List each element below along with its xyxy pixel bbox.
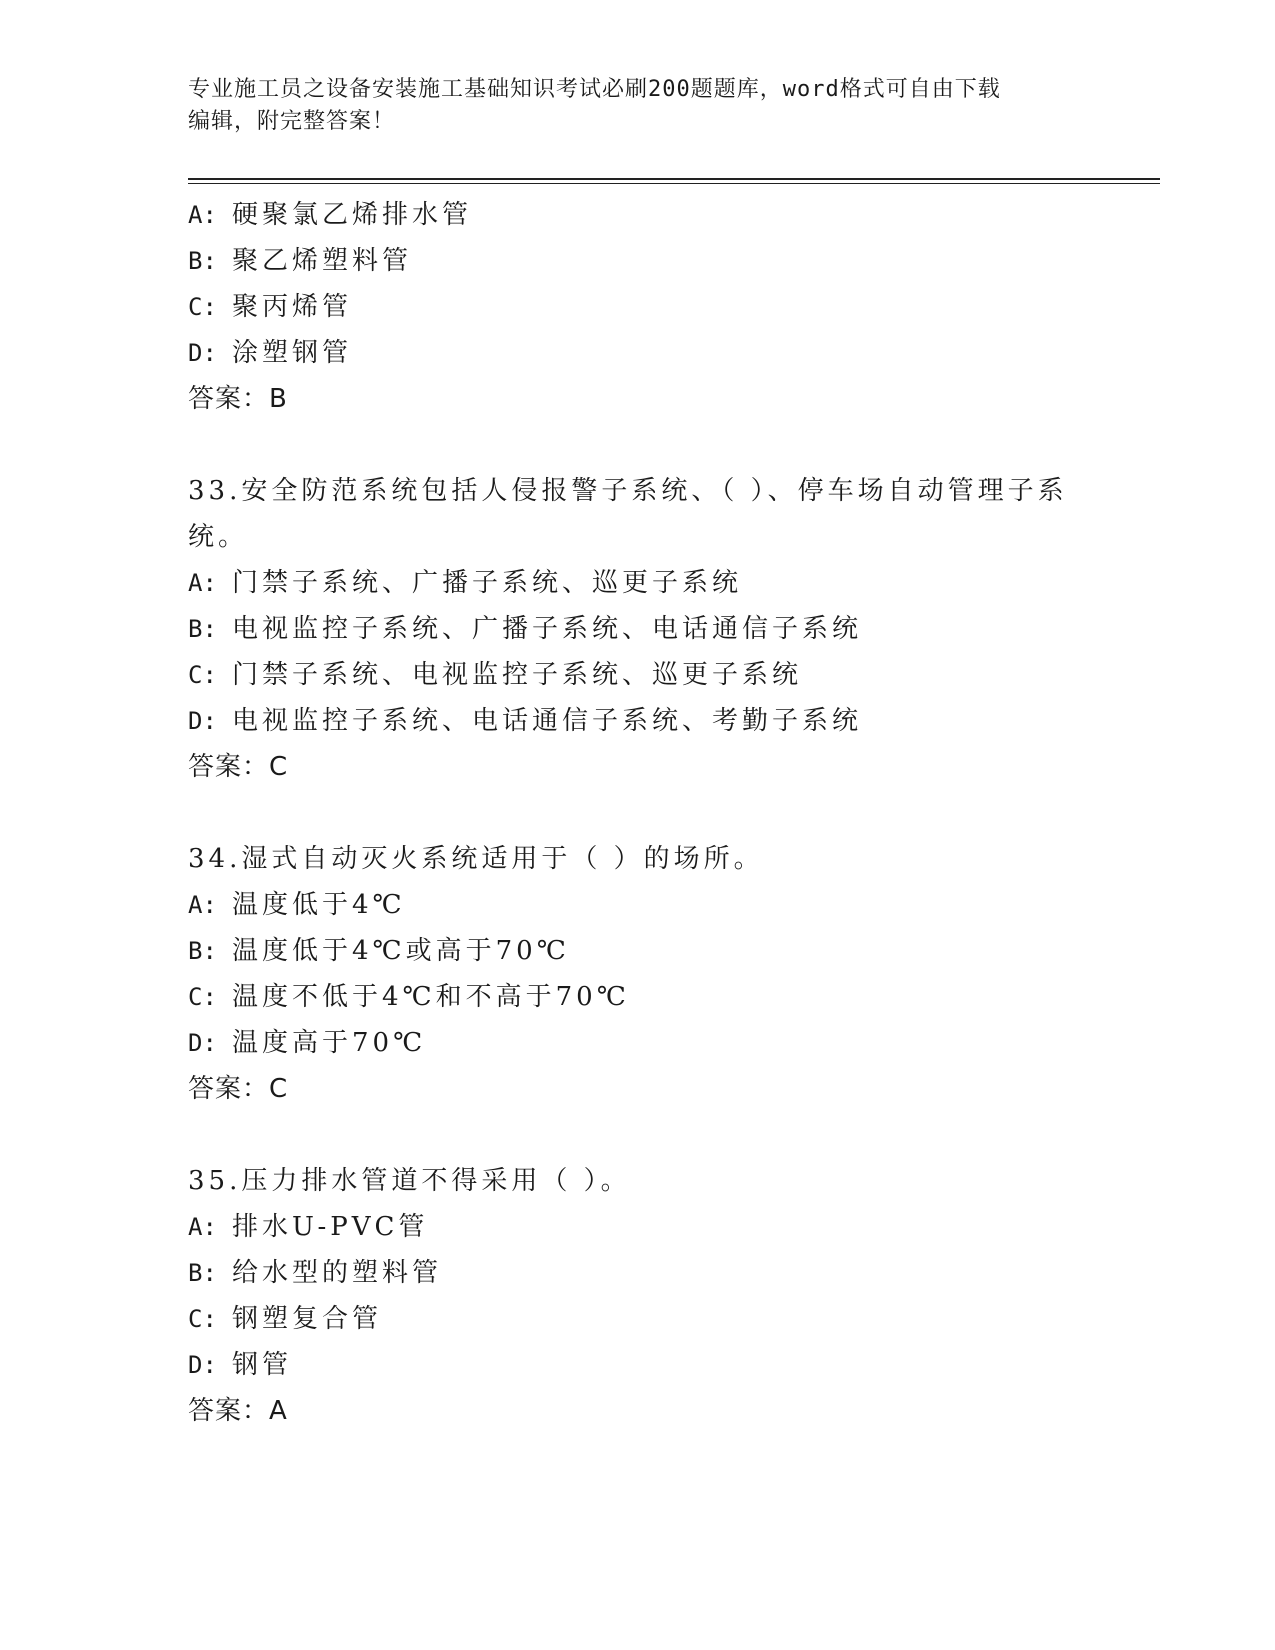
option-text: 钢塑复合管 xyxy=(232,1304,383,1334)
option-letter: A: xyxy=(188,569,217,597)
option-letter: C: xyxy=(188,293,217,321)
option-letter: C: xyxy=(188,983,217,1011)
option-text: 硬聚氯乙烯排水管 xyxy=(232,200,473,230)
document-header xyxy=(188,74,1088,138)
answer: 答案：A xyxy=(188,1396,288,1426)
option-text: 聚乙烯塑料管 xyxy=(232,246,413,276)
option-d xyxy=(188,330,1088,376)
question-33 xyxy=(188,468,1088,790)
option-text: 温度低于4℃或高于70℃ xyxy=(232,936,570,966)
header-divider-thick xyxy=(188,178,1160,180)
question-list xyxy=(188,192,1088,1434)
option-d xyxy=(188,698,1088,744)
option-letter: D: xyxy=(188,1029,217,1057)
option-b xyxy=(188,238,1088,284)
option-a xyxy=(188,192,1088,238)
option-text: 电视监控子系统、电话通信子系统、考勤子系统 xyxy=(232,706,863,736)
answer: 答案：C xyxy=(188,752,289,782)
option-c xyxy=(188,1296,1088,1342)
option-text: 给水型的塑料管 xyxy=(232,1258,443,1288)
option-b xyxy=(188,1250,1088,1296)
option-letter: C: xyxy=(188,661,217,689)
option-c xyxy=(188,652,1088,698)
header-line-2: 编辑，附完整答案！ xyxy=(188,109,396,134)
option-c xyxy=(188,284,1088,330)
option-letter: B: xyxy=(188,615,217,643)
option-letter: B: xyxy=(188,937,217,965)
option-text: 门禁子系统、广播子系统、巡更子系统 xyxy=(232,568,743,598)
option-text: 温度高于70℃ xyxy=(232,1028,427,1058)
question-stem: 35.压力排水管道不得采用（ ）。 xyxy=(188,1166,631,1196)
option-a xyxy=(188,1204,1088,1250)
option-text: 聚丙烯管 xyxy=(232,292,353,322)
option-letter: A: xyxy=(188,891,217,919)
option-a xyxy=(188,882,1088,928)
option-b xyxy=(188,928,1088,974)
option-text: 钢管 xyxy=(232,1350,293,1380)
header-line-1: 专业施工员之设备安装施工基础知识考试必刷200题题库，word格式可自由下载 xyxy=(188,77,1001,102)
question-stem: 33.安全防范系统包括人侵报警子系统、（ ）、停车场自动管理子系统。 xyxy=(188,476,1068,552)
option-letter: B: xyxy=(188,247,217,275)
option-d xyxy=(188,1342,1088,1388)
question-34 xyxy=(188,836,1088,1112)
option-d xyxy=(188,1020,1088,1066)
option-a xyxy=(188,560,1088,606)
header-divider-thin xyxy=(188,183,1160,184)
option-text: 排水U-PVC管 xyxy=(232,1212,429,1242)
option-letter: D: xyxy=(188,1351,217,1379)
option-c xyxy=(188,974,1088,1020)
question-32 xyxy=(188,192,1088,422)
question-35 xyxy=(188,1158,1088,1434)
option-text: 门禁子系统、电视监控子系统、巡更子系统 xyxy=(232,660,803,690)
option-b xyxy=(188,606,1088,652)
option-text: 温度低于4℃ xyxy=(232,890,406,920)
option-text: 电视监控子系统、广播子系统、电话通信子系统 xyxy=(232,614,863,644)
option-letter: A: xyxy=(188,1213,217,1241)
option-text: 涂塑钢管 xyxy=(232,338,353,368)
option-letter: A: xyxy=(188,201,217,229)
option-letter: C: xyxy=(188,1305,217,1333)
option-letter: D: xyxy=(188,339,217,367)
option-letter: B: xyxy=(188,1259,217,1287)
answer: 答案：B xyxy=(188,384,288,414)
option-letter: D: xyxy=(188,707,217,735)
answer: 答案：C xyxy=(188,1074,289,1104)
question-stem: 34.湿式自动灭火系统适用于（ ）的场所。 xyxy=(188,844,764,874)
option-text: 温度不低于4℃和不高于70℃ xyxy=(232,982,630,1012)
